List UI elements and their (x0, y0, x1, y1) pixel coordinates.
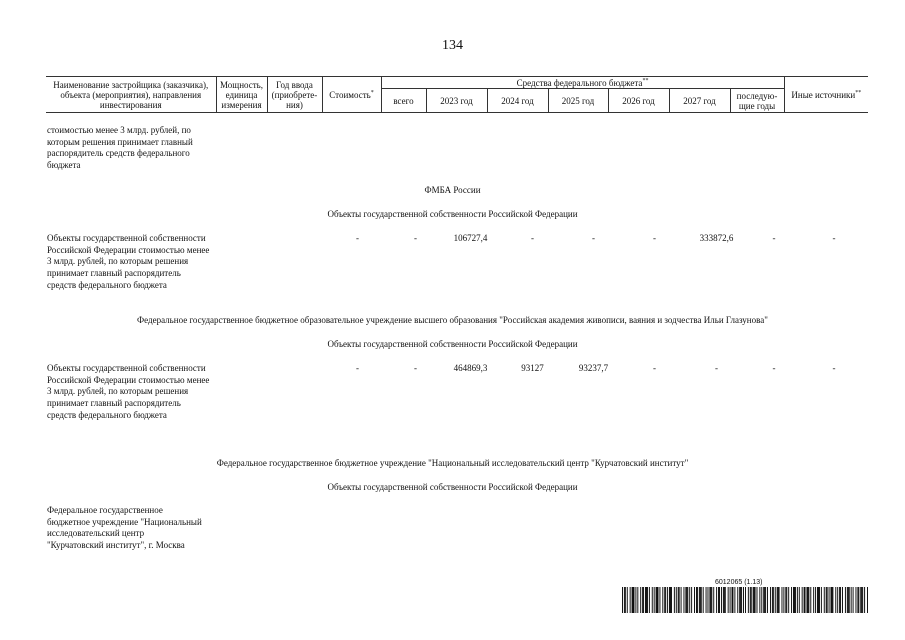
barcode-bar (627, 587, 628, 613)
barcode (622, 587, 868, 613)
cell-total: - (414, 233, 417, 243)
barcode-bar (773, 587, 774, 613)
barcode-bar (750, 587, 751, 613)
barcode-bar (804, 587, 805, 613)
barcode-bar (634, 587, 635, 613)
section-subheading: Объекты государственной собственности Российской Федерации (327, 339, 578, 349)
barcode-bar (772, 587, 773, 613)
barcode-bar (718, 587, 719, 613)
cell-other: - (832, 363, 836, 373)
barcode-bar (831, 587, 832, 613)
section-heading: Федеральное государственное бюджетное образовательное учреждение высшего образования "Российская академия живописи, ваяния и зодчества Ильи Глазунова" (137, 315, 768, 325)
barcode-bar (785, 587, 786, 613)
barcode-bar (723, 587, 724, 613)
barcode-bar (662, 587, 663, 613)
barcode-bar (791, 587, 792, 613)
barcode-bar (696, 587, 697, 613)
barcode-bar (684, 587, 685, 613)
barcode-bar (864, 587, 865, 613)
barcode-bar (847, 587, 848, 613)
barcode-bar (678, 587, 679, 613)
barcode-bar (861, 587, 862, 613)
barcode-bar (665, 587, 666, 613)
barcode-bar (637, 587, 638, 613)
barcode-bar (657, 587, 658, 613)
barcode-bar (654, 587, 655, 613)
barcode-bar (669, 587, 670, 613)
barcode-bar (763, 587, 764, 613)
barcode-bar (835, 587, 836, 613)
cell-cost: - (356, 233, 359, 243)
barcode-bar (716, 587, 717, 613)
cell-2026: - (653, 363, 656, 373)
cell-cost: - (356, 363, 359, 373)
barcode-bar (721, 587, 722, 613)
barcode-bar (691, 587, 692, 613)
barcode-bar (700, 587, 701, 613)
cell-other: - (832, 233, 836, 243)
header-name: Наименование застройщика (заказчика), объекта (мероприятия), направления инвестирования (53, 79, 209, 110)
barcode-bar (794, 587, 795, 613)
barcode-bar (799, 587, 800, 613)
table-header (46, 76, 868, 113)
barcode-bar (778, 587, 779, 613)
barcode-bar (807, 587, 808, 613)
barcode-bar (659, 587, 660, 613)
barcode-bar (633, 587, 634, 613)
header-later: последую-щие годы (730, 89, 784, 113)
barcode-bar (848, 587, 849, 613)
barcode-bar (810, 587, 811, 613)
barcode-bar (745, 587, 746, 613)
barcode-bar (670, 587, 671, 613)
barcode-bar (837, 587, 838, 613)
barcode-bar (761, 587, 762, 613)
barcode-bar (725, 587, 726, 613)
barcode-bar (748, 587, 749, 613)
barcode-bar (842, 587, 843, 613)
section-heading: Федеральное государственное бюджетное учреждение "Национальный исследовательский центр "Курчатовский институт" (216, 458, 689, 468)
barcode-bar (719, 587, 720, 613)
barcode-bar (751, 587, 752, 613)
barcode-bar (740, 587, 741, 613)
barcode-bar (649, 587, 650, 613)
barcode-bar (664, 587, 665, 613)
barcode-bar (622, 587, 623, 613)
barcode-bar (689, 587, 690, 613)
barcode-bar (640, 587, 641, 613)
header-other-label: Иные источники (791, 89, 856, 100)
barcode-bar (845, 587, 846, 613)
barcode-bar (632, 587, 633, 613)
barcode-bar (708, 587, 709, 613)
header-2023: 2023 год (426, 89, 487, 113)
header-federal-budget-mark: ** (642, 77, 649, 84)
barcode-bar (805, 587, 806, 613)
barcode-bar (667, 587, 668, 613)
barcode-bar (849, 587, 850, 613)
barcode-bar (685, 587, 686, 613)
header-federal-budget (381, 77, 784, 89)
page-number: 134 (442, 38, 463, 53)
barcode-bar (786, 587, 787, 613)
barcode-bar (630, 587, 631, 613)
barcode-bar (706, 587, 707, 613)
barcode-bar (671, 587, 672, 613)
cell-2027: - (715, 363, 718, 373)
header-federal-budget-label: Средства федерального бюджета (516, 77, 643, 88)
barcode-bar (710, 587, 711, 613)
header-2026: 2026 год (608, 89, 669, 113)
barcode-bar (860, 587, 861, 613)
section-subheading: Объекты государственной собственности Российской Федерации (327, 209, 578, 219)
barcode-bar (658, 587, 659, 613)
barcode-bar (645, 587, 646, 613)
barcode-bar (808, 587, 809, 613)
barcode-bar (699, 587, 700, 613)
section-heading: ФМБА России (424, 185, 481, 195)
cell-2025: - (592, 233, 595, 243)
barcode-bar (635, 587, 636, 613)
barcode-bar (765, 587, 766, 613)
header-cost-label: Стоимость (329, 89, 371, 100)
barcode-bar (759, 587, 760, 613)
barcode-bar (757, 587, 758, 613)
barcode-bar (857, 587, 858, 613)
cell-2026: - (653, 233, 656, 243)
barcode-bar (862, 587, 863, 613)
barcode-bar (737, 587, 738, 613)
barcode-bar (703, 587, 704, 613)
barcode-bar (713, 587, 714, 613)
barcode-bar (831, 587, 832, 613)
barcode-bar (656, 587, 657, 613)
barcode-bar (793, 587, 794, 613)
header-year: Год ввода (приобрете-ния) (267, 77, 322, 113)
barcode-bar (624, 587, 625, 613)
cell-2024: 93127 (521, 363, 544, 373)
barcode-bar (783, 587, 784, 613)
barcode-bar (867, 587, 868, 613)
barcode-bar (770, 587, 771, 613)
barcode-bar (741, 587, 742, 613)
barcode-bar (697, 587, 698, 613)
cell-2024: - (531, 233, 534, 243)
cell-later: - (772, 233, 776, 243)
barcode-bar (686, 587, 687, 613)
barcode-bar (775, 587, 776, 613)
barcode-bar (819, 587, 820, 613)
header-2025: 2025 год (548, 89, 608, 113)
barcode-bar (642, 587, 643, 613)
header-cost-mark: * (370, 89, 374, 96)
header-total: всего (381, 89, 426, 113)
barcode-bar (788, 587, 789, 613)
barcode-bar (732, 587, 733, 613)
barcode-bar (782, 587, 783, 613)
header-other (784, 77, 868, 113)
barcode-bar (764, 587, 765, 613)
barcode-bar (647, 587, 648, 613)
barcode-bar (858, 587, 859, 613)
barcode-bar (797, 587, 798, 613)
barcode-bar (701, 587, 702, 613)
barcode-bar (709, 587, 710, 613)
barcode-bar (824, 587, 825, 613)
barcode-bar (777, 587, 778, 613)
barcode-label: 6012065 (1.13) (715, 579, 763, 586)
header-capacity: Мощность, единица измерения (216, 77, 267, 113)
row-name: Федеральное государственное бюджетное учреждение "Национальный исследовательский центр "Курчатовский институт", г. Москва (47, 505, 202, 551)
barcode-bar (807, 587, 808, 613)
barcode-bar (829, 587, 830, 613)
barcode-bar (795, 587, 796, 613)
barcode-bar (681, 587, 682, 613)
barcode-bar (826, 587, 827, 613)
row-name: Объекты государственной собственности Российской Федерации стоимостью менее 3 млрд. рублей, по которым решения принимает главный распорядитель средств федерального бюджета (47, 233, 210, 290)
cell-2025: 93237,7 (578, 363, 609, 373)
barcode-bar (711, 587, 712, 613)
barcode-bar (856, 587, 857, 613)
barcode-bar (767, 587, 768, 613)
barcode-bar (839, 587, 840, 613)
cell-total: - (414, 363, 417, 373)
barcode-bar (739, 587, 740, 613)
barcode-bar (802, 587, 803, 613)
barcode-bar (676, 587, 677, 613)
barcode-bar (779, 587, 780, 613)
header-2024: 2024 год (487, 89, 548, 113)
barcode-bar (733, 587, 734, 613)
barcode-bar (753, 587, 754, 613)
barcode-bar (821, 587, 822, 613)
barcode-bar (817, 587, 818, 613)
barcode-bar (679, 587, 680, 613)
barcode-bar (652, 587, 653, 613)
header-other-mark: ** (855, 89, 862, 96)
barcode-bar (815, 587, 816, 613)
barcode-bar (851, 587, 852, 613)
cell-later: - (772, 363, 776, 373)
barcode-bar (625, 587, 626, 613)
barcode-bar (687, 587, 688, 613)
section-subheading: Объекты государственной собственности Российской Федерации (327, 482, 578, 492)
barcode-bar (853, 587, 854, 613)
header-cost (322, 77, 381, 113)
barcode-bar (827, 587, 828, 613)
cell-2023: 464869,3 (453, 363, 488, 373)
header-2027: 2027 год (669, 89, 730, 113)
cell-2027: 333872,6 (699, 233, 734, 243)
barcode-bar (674, 587, 675, 613)
barcode-bar (728, 587, 729, 613)
continuation-text: стоимостью менее 3 млрд. рублей, по которым решения принимает главный распорядитель средств федерального бюджета (47, 125, 193, 171)
barcode-bar (813, 587, 814, 613)
barcode-bar (646, 587, 647, 613)
barcode-bar (832, 587, 833, 613)
barcode-bar (755, 587, 756, 613)
barcode-bar (743, 587, 744, 613)
barcode-bar (840, 587, 841, 613)
barcode-bar (643, 587, 644, 613)
barcode-bar (730, 587, 731, 613)
barcode-bar (694, 587, 695, 613)
barcode-bar (724, 587, 725, 613)
barcode-bar (754, 587, 755, 613)
row-name: Объекты государственной собственности Российской Федерации стоимостью менее 3 млрд. рублей, по которым решения принимает главный распорядитель средств федерального бюджета (47, 363, 210, 420)
barcode-bar (734, 587, 735, 613)
cell-2023: 106727,4 (453, 233, 488, 243)
barcode-bar (818, 587, 819, 613)
